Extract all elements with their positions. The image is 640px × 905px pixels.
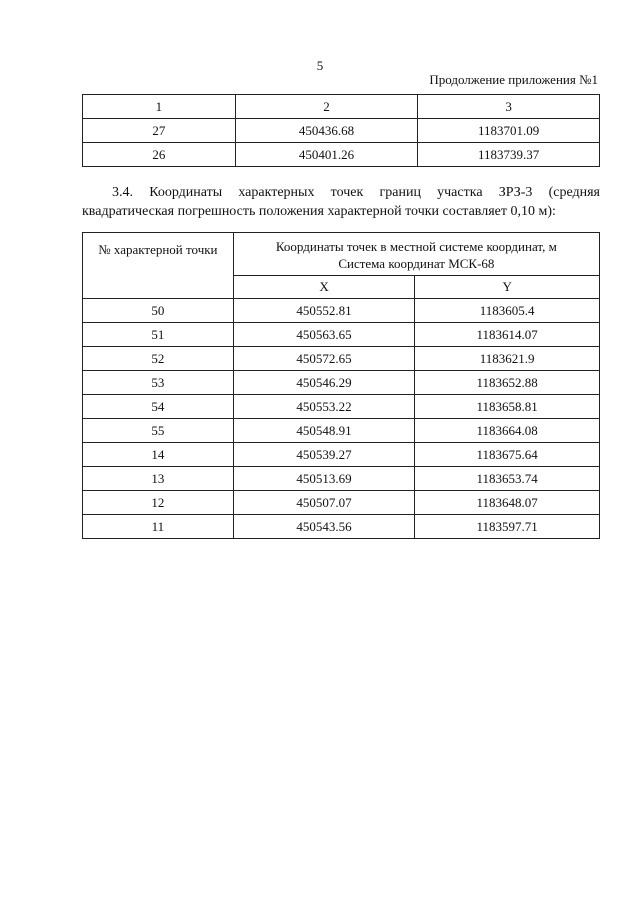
point-number-cell: 51	[83, 323, 234, 347]
point-number-cell: 26	[83, 143, 236, 167]
coordinates-table-continued	[82, 94, 600, 167]
x-coordinate-cell: 450572.65	[233, 347, 415, 371]
coordinates-header-line: Координаты точек в местной системе координат, м	[275, 239, 557, 254]
y-coordinate-cell: 1183664.08	[415, 419, 600, 443]
y-coordinate-cell: 1183658.81	[415, 395, 600, 419]
table-row	[83, 323, 600, 347]
x-coordinate-cell: 450436.68	[235, 119, 418, 143]
section-heading-line: 3.4. Координаты характерных точек границ участка ЗРЗ-3 (средняя	[112, 185, 600, 200]
table-row	[83, 371, 600, 395]
continuation-label: Продолжение приложения №1	[429, 72, 598, 87]
section-text-line: квадратическая погрешность положения характерной точки составляет 0,10 м):	[82, 204, 556, 219]
point-number-cell: 14	[83, 443, 234, 467]
x-coordinate-cell: 450543.56	[233, 515, 415, 539]
table-row	[83, 347, 600, 371]
x-coordinate-cell: 450553.22	[233, 395, 415, 419]
y-coordinate-cell: 1183621.9	[415, 347, 600, 371]
y-coordinate-cell: 1183648.07	[415, 491, 600, 515]
table-row	[83, 419, 600, 443]
y-coordinate-cell: 1183597.71	[415, 515, 600, 539]
x-coordinate-cell: 450539.27	[233, 443, 415, 467]
point-number-header: № характерной точки	[83, 233, 234, 299]
point-number-cell: 13	[83, 467, 234, 491]
y-coordinate-cell: 1183652.88	[415, 371, 600, 395]
x-coordinate-cell: 450507.07	[233, 491, 415, 515]
y-header: Y	[415, 276, 600, 299]
x-coordinate-cell: 450552.81	[233, 299, 415, 323]
y-coordinate-cell: 1183605.4	[415, 299, 600, 323]
point-number-cell: 54	[83, 395, 234, 419]
point-number-cell: 53	[83, 371, 234, 395]
column-number-cell: 1	[83, 95, 236, 119]
section-paragraph	[82, 183, 600, 221]
x-coordinate-cell: 450546.29	[233, 371, 415, 395]
table-row	[83, 443, 600, 467]
point-number-cell: 11	[83, 515, 234, 539]
coordinates-table-zrz3	[82, 232, 600, 539]
coordinate-system-line: Система координат МСК-68	[338, 256, 495, 271]
table-row	[83, 119, 600, 143]
table-row	[83, 515, 600, 539]
page-number: 5	[316, 58, 324, 73]
table-body	[83, 299, 600, 539]
y-coordinate-cell: 1183739.37	[418, 143, 600, 167]
y-coordinate-cell: 1183614.07	[415, 323, 600, 347]
point-number-cell: 55	[83, 419, 234, 443]
point-number-cell: 12	[83, 491, 234, 515]
y-coordinate-cell: 1183675.64	[415, 443, 600, 467]
y-coordinate-cell: 1183653.74	[415, 467, 600, 491]
x-coordinate-cell: 450563.65	[233, 323, 415, 347]
coordinates-header	[233, 233, 599, 276]
table-row	[83, 491, 600, 515]
column-number-cell: 2	[235, 95, 418, 119]
point-number-cell: 50	[83, 299, 234, 323]
column-number-cell: 3	[418, 95, 600, 119]
table-row	[83, 299, 600, 323]
x-header: X	[233, 276, 415, 299]
x-coordinate-cell: 450513.69	[233, 467, 415, 491]
point-number-cell: 52	[83, 347, 234, 371]
point-number-cell: 27	[83, 119, 236, 143]
table-header-row	[83, 233, 600, 276]
table-row	[83, 143, 600, 167]
table-row	[83, 467, 600, 491]
y-coordinate-cell: 1183701.09	[418, 119, 600, 143]
x-coordinate-cell: 450548.91	[233, 419, 415, 443]
table-header-row	[83, 95, 600, 119]
table-row	[83, 395, 600, 419]
x-coordinate-cell: 450401.26	[235, 143, 418, 167]
